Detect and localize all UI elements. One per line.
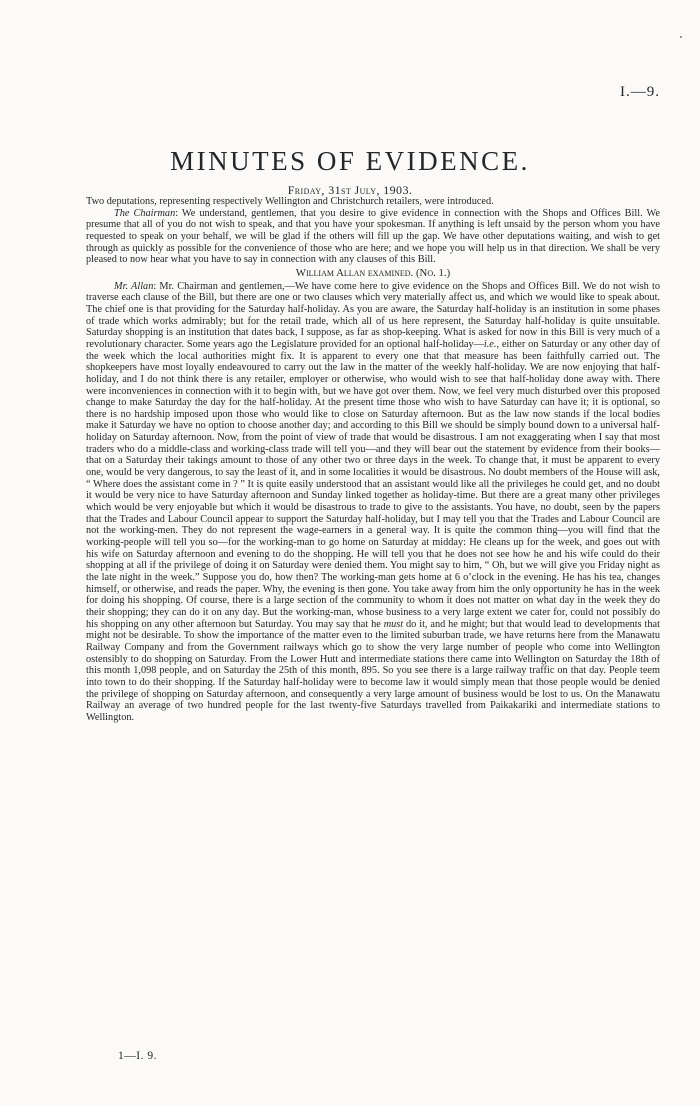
speaker-allan: Mr. Allan — [114, 280, 154, 292]
speaker-chairman: The Chairman — [114, 207, 176, 219]
allan-text-part-1: : Mr. Chairman and gentlemen,—We have come here to give evidence on the Shops and Offices Bill. We do not wish to traverse each clause of the Bill, but there are one or two clauses which very materially affect us, and which we would like to speak about. The chief one is that providing for the Saturday half-holiday. As you are aware, the Saturday half-holiday is an institution in some phases of trade which works admirably; but for the retail trade, which all of us here represent, the Saturday half-holiday is quite unsuitable. Saturday shopping is an institution that dates back, I suppose, as far as shop-keeping. What is asked for now in this Bill is very much of a revolutionary character. Some years ago the Legislature provided for an optional half-holiday— — [86, 280, 660, 350]
allan-text-must: must — [383, 618, 404, 630]
session-date: Friday, 31st July, 1903. — [287, 183, 413, 197]
chairman-text: : We understand, gentlemen, that you desire to give evidence in connection with the Shops and Offices Bill. We presume that all of you do not wish to speak, and that you have your spokesman. If anything is left unsaid by the person whom you have requested to speak on your behalf, we will be glad if the others will fill up the gap. We have other deputations waiting, and wish to get through as quickly as possible for the convenience of those who are here; and we hope you will help us in that direction. We shall be very pleased to now hear what you have to say in connection with any clauses of this Bill. — [86, 207, 660, 266]
allan-text-part-2: , either on Saturday or any other day of the week which the local authorities might fix. It is apparent to every one that that measure has been faithfully carried out. The shopkeepers have most loyally endeavoured to carry out the law in the matter of the weekly half-holiday. We are now enjoying that half-holiday, and I do not think there is any retailer, employer or otherwise, who would wish to see that half-holiday done away with. There were inconveniences in connection with it to begin with, but we have got over them. Now, we feel very much disturbed over this proposed change to make Saturday the day for the half-holiday. At the present time those who wish to have Saturday can have it; it is optional, so there is no hardship imposed upon those who would like to close on Saturday afternoon. But as the law now stands if the local bodies make it Saturday we have no option to choose another day; and according to this Bill we should be simply bound down to a universal half-holiday on Saturday afternoon. Now, from the point of view of trade that would be disastrous. I am not exaggerating when I say that most traders who do a middle-class and working-class trade will tell you—and they will bear out the statement by evidence from their books—that on a Saturday their takings amount to those of any other two or three days in the week. To change that, it must be apparent to every one, would be very dangerous, to say the least of it, and in some localities it would be disastrous. No doubt members of the House will ask, “ Where does the assistant come in ? ” It is quite easily understood that an assistant would like all the privileges he could get, and no doubt it would be very nice to have Saturday afternoon and Sunday linked together as holiday-time. But there are a great many other privileges which would be very enjoyable but which it would be disastrous to trade to give to the assistants. You have, no doubt, seen by the papers that the Trades and Labour Council appear to support the Saturday half-holiday, but I may tell you that the Trades and Labour Council are not the working-men. They do not represent the wage-earners in a general way. It is quite the common thing—you will find that the working-people will tell you so—for the working-man to go home on Saturday at midday: He cleans up for the week, and goes out with his wife on Saturday afternoon and evening to do the shopping. He will tell you that he does not see how he and his wife could do their shopping at all if the privilege of doing it on Saturday were denied them. You might say to him, “ Oh, but we will give you Friday night as the late night in the week.” Suppose you do, how then? The working-man gets home at 6 o’clock in the evening. He has his tea, changes himself, or otherwise, and reads the paper. Why, the evening is then gone. You take away from him the only opportunity he has in the week for doing his shopping. Of course, there is a large section of the community to whom it does not matter on what day in the week they do their shopping; they can do it on any day. But the working-man, whose business to a very large extent we cater for, could not possibly do his shopping on any other afternoon but Saturday. You may say that he — [86, 338, 660, 630]
page-identifier: I.—9. — [620, 84, 660, 100]
chairman-paragraph — [86, 208, 660, 266]
intro-paragraph: Two deputations, representing respectively Wellington and Christchurch retailers, were introduced. — [86, 196, 494, 207]
allan-paragraph — [86, 281, 660, 724]
allan-text-part-3: do it, and he might; but that would lead to developments that might not be desirable. To show the importance of the matter even to the limited suburban trade, we have returns here from the Manawatu Railway Company and from the Government railways which go to show the very large number of people who come into Wellington ostensibly to do shopping on Saturday. From the Lower Hutt and intermediate stations there came into Wellington on Saturday the 18th of this month 1,098 people, and on Saturday the 25th of this month, 895. So you see there is a large railway traffic on that day. People teem into town to do their shopping. If the Saturday half-holiday were to become law it would simply mean that those people would be denied the privilege of shopping on Saturday afternoon, and consequently a very large amount of business would be lost to us. On the Manawatu Railway an average of two hundred people for the last twenty-five Saturdays travelled from Paikakariki and intermediate stations to Wellington. — [86, 618, 660, 723]
page-footer-signature: 1—I. 9. — [118, 1050, 157, 1062]
document-body — [86, 196, 660, 724]
scan-speck — [680, 36, 682, 38]
document-heading: MINUTES OF EVIDENCE. — [170, 146, 530, 176]
allan-text-ie: i.e. — [483, 338, 497, 350]
witness-section-title: William Allan examined. (No. 1.) — [295, 266, 451, 279]
